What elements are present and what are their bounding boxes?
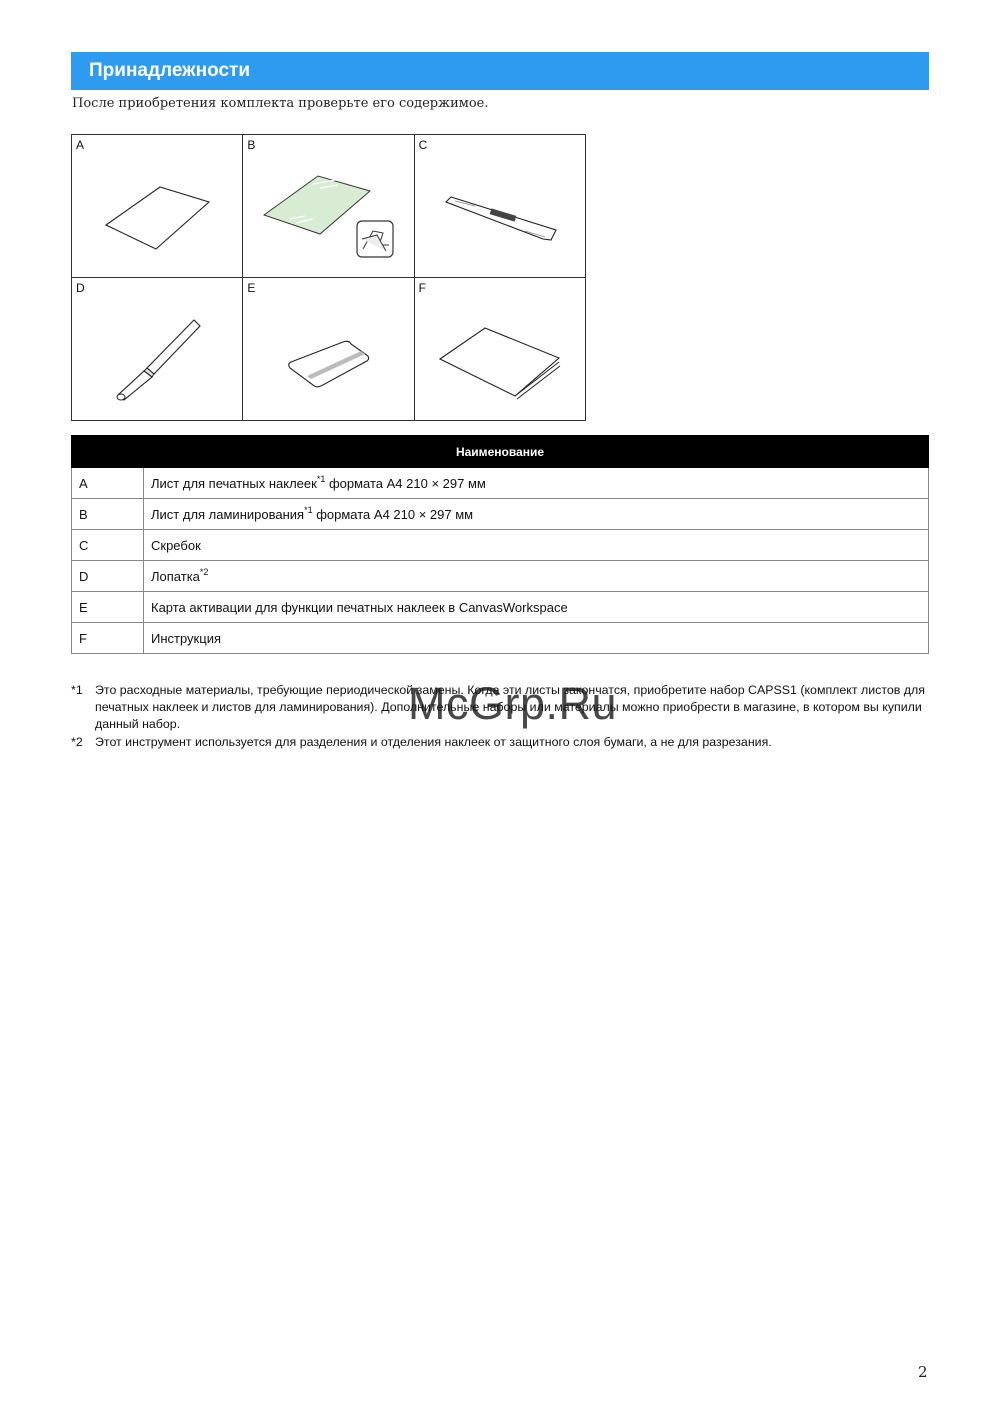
table-row (72, 592, 929, 623)
row-letter: F (72, 623, 144, 654)
items-illustration-grid (71, 134, 586, 421)
page-number: 2 (918, 1363, 928, 1381)
cell-letter: B (247, 138, 256, 152)
scraper-icon (415, 135, 586, 277)
spatula-icon (72, 278, 243, 420)
grid-cell-a (72, 135, 243, 278)
footnote-ref: *1 (316, 473, 326, 484)
table-header: Наименование (72, 436, 929, 468)
footnote-ref: *2 (199, 566, 209, 577)
row-letter: D (72, 561, 144, 592)
cell-letter: D (76, 281, 85, 295)
grid-cell-f (414, 278, 585, 421)
section-header (71, 52, 929, 90)
footnote-text: Это расходные материалы, требующие периодической замены. Когда эти листы закончатся, приобретите набор CAPSS1 (комплект листов для печатных наклеек и листов для ламинирования). Дополнительные наборы или материалы можно приобрести в магазине, в котором вы купили данный набор. (95, 683, 925, 731)
row-name: Инструкция (144, 623, 929, 654)
table-header-row (72, 436, 929, 468)
footnote-ref: *1 (304, 504, 313, 515)
cell-letter: E (247, 281, 256, 295)
activation-card-icon (243, 278, 414, 420)
table-row (72, 561, 929, 592)
row-name: Скребок (144, 530, 929, 561)
cell-letter: C (418, 138, 428, 152)
laminate-sheet-icon (243, 135, 414, 277)
footnote (71, 734, 931, 751)
row-name: Лопатка$^{*2}$ (144, 561, 929, 592)
sheet-icon (72, 135, 243, 277)
table-row (72, 623, 929, 654)
grid-cell-c (414, 135, 585, 278)
grid-cell-d (72, 278, 243, 421)
grid-cell-e (243, 278, 414, 421)
footnote-text: Этот инструмент используется для разделения и отделения наклеек от защитного слоя бумаги, а не для разрезания. (95, 735, 772, 749)
grid-cell-b (243, 135, 414, 278)
cell-letter: F (418, 281, 426, 295)
row-name: Лист для печатных наклеек$^{*1}$ формата А4 210 × 297 мм (144, 468, 929, 499)
table-row (72, 530, 929, 561)
row-letter: B (72, 499, 144, 530)
row-letter: C (72, 530, 144, 561)
watermark: McGrp.Ru (408, 678, 618, 729)
table-row (72, 499, 929, 530)
footnote-mark: *1 (71, 683, 83, 697)
row-name: Лист для ламинирования$^{*1}$ формата А4 210 × 297 мм (144, 499, 929, 530)
row-letter: E (72, 592, 144, 623)
row-letter: A (72, 468, 144, 499)
footnote-mark: *2 (71, 735, 83, 749)
cell-letter: A (76, 138, 85, 152)
manual-icon (415, 278, 586, 420)
table-row (72, 468, 929, 499)
parts-table (71, 435, 929, 654)
intro-text: После приобретения комплекта проверьте его содержимое. (72, 96, 489, 111)
section-title: Принадлежности (89, 60, 251, 81)
row-name: Карта активации для функции печатных наклеек в CanvasWorkspace (144, 592, 929, 623)
